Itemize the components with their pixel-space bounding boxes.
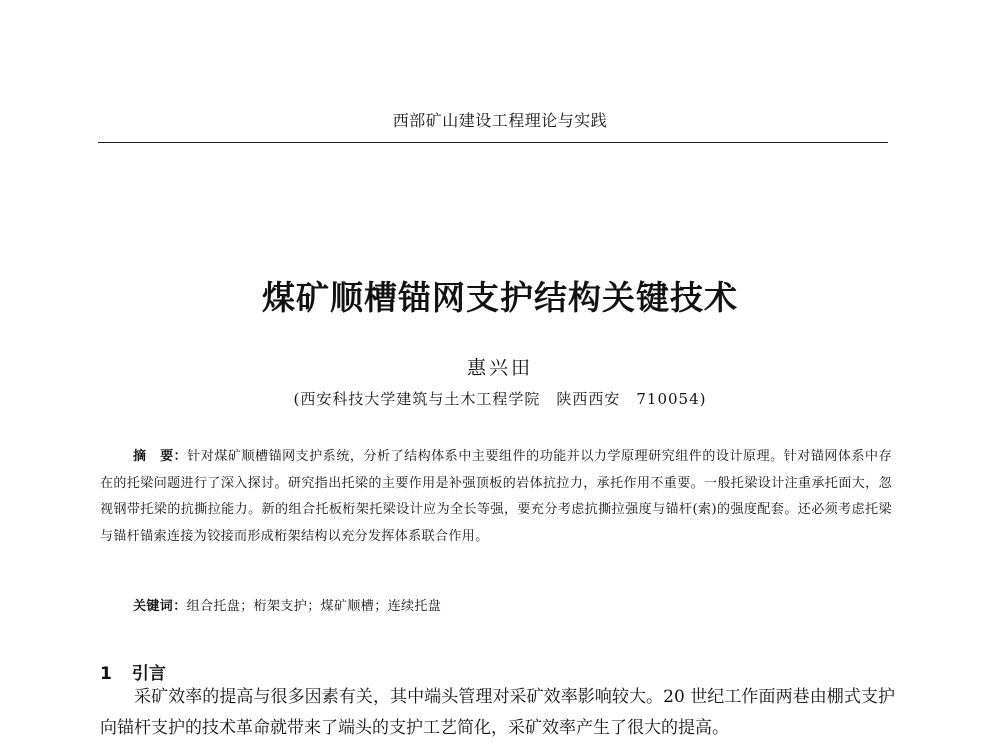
abstract-separator: ： [173, 449, 188, 464]
keywords-separator: ： [173, 599, 187, 614]
abstract [100, 444, 892, 550]
paper-title: 煤矿顺槽锚网支护结构关键技术 [262, 278, 738, 317]
keywords-label: 关键词 [133, 599, 174, 614]
keywords-text: 组合托盘；桁架支护；煤矿顺槽；连续托盘 [186, 599, 442, 614]
section-number: 1 [100, 664, 112, 684]
keywords [133, 595, 893, 614]
intro-paragraph: 采矿效率的提高与很多因素有关，其中端头管理对采矿效率影响较大。20 世纪工作面两巷由棚式支护向锚杆支护的技术革命就带来了端头的支护工艺简化，采矿效率产生了很大的提高。 [100, 687, 895, 738]
section-heading [100, 659, 166, 684]
abstract-label: 摘 要 [133, 449, 174, 464]
author-affiliation: (西安科技大学建筑与土木工程学院 陕西西安 710054) [293, 390, 707, 408]
abstract-text: 针对煤矿顺槽锚网支护系统，分析了结构体系中主要组件的功能并以力学原理研究组件的设计原理。针对锚网体系中存在的托梁问题进行了深入探讨。研究指出托梁的主要作用是补强顶板的岩体抗拉力，承托作用不重要。一般托梁设计注重承托面大，忽视钢带托梁的抗撕拉能力。新的组合托板桁架托梁设计应为全长等强，要充分考虑抗撕拉强度与锚杆(索)的强度配套。还必须考虑托梁与锚杆锚索连接为铰接而形成桁架结构以充分发挥体系联合作用。 [100, 449, 892, 544]
section-title: 引言 [131, 664, 166, 684]
header-rule [98, 142, 888, 143]
author-name: 惠兴田 [466, 357, 533, 379]
running-header: 西部矿山建设工程理论与实践 [392, 111, 608, 130]
